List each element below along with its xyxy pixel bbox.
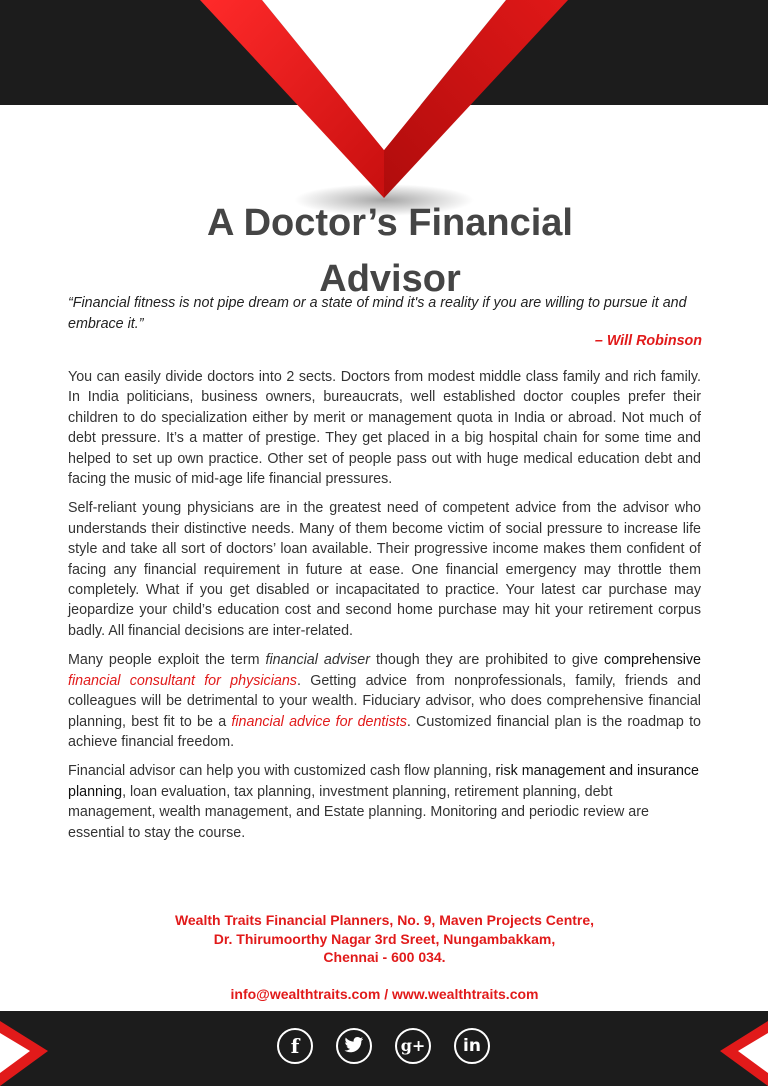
- googleplus-icon[interactable]: g+: [395, 1028, 431, 1064]
- twitter-icon[interactable]: [336, 1028, 372, 1064]
- footer-band: [0, 1011, 768, 1086]
- article-body: [68, 367, 701, 852]
- quote-text: “Financial fitness is not pipe dream or a state of mind it's a reality if you are willing to pursue it and embrace it.”: [68, 295, 687, 332]
- term-financial-adviser: financial adviser: [265, 652, 370, 669]
- link-financial-advice-dentists[interactable]: financial advice for dentists: [231, 713, 407, 730]
- paragraph-2: Self-reliant young physicians are in the greatest need of competent advice from the advisor who understands their distinctive needs. Many of them become victim of social pressure to increase life style and take all sort of doctors’ loan available. Their progressive income makes them confident of facing any financial requirement in future at ease. One financial emergency may throttle them completely. What if you get disabled or incapacitated to practice. Your latest car purchase may jeopardize your child’s education cost and second home purchase may hit your retirement corpus badly. All financial decisions are inter-related.: [68, 500, 701, 639]
- p4-text-a: Financial advisor can help you with customized cash flow planning,: [68, 763, 496, 780]
- address-line-3: Chennai - 600 034.: [323, 949, 446, 965]
- title-line-1: A Doctor’s Financial: [207, 202, 573, 244]
- p3-comprehensive: comprehensive: [604, 652, 701, 669]
- contact-links[interactable]: info@wealthtraits.com / www.wealthtraits.com: [230, 986, 539, 1002]
- p4-risk-management: risk management and insurance planning: [68, 763, 699, 800]
- facebook-icon[interactable]: f: [277, 1028, 313, 1064]
- p4-text-b: , loan evaluation, tax planning, investment planning, retirement planning, debt management, wealth management, and Estate planning. Monitoring and periodic review are essential to stay the course.: [68, 783, 649, 841]
- paragraph-1: You can easily divide doctors into 2 sects. Doctors from modest middle class family and rich family. In India politicians, business owners, bureaucrats, well established doctor couples prefer their children to do specialization either by merit or management quota in India or abroad. Not much of debt pressure. It’s a matter of prestige. They get placed in a big hospital chain for some time and helped to set up own practice. Other set of people pass out with huge medical education debt and facing the music of mid-age life financial pressures.: [68, 369, 701, 488]
- address-line-2: Dr. Thirumoorthy Nagar 3rd Sreet, Nungambakkam,: [213, 930, 556, 947]
- linkedin-icon[interactable]: in: [454, 1028, 490, 1064]
- p3-text-d: . Customized financial plan is the roadmap to achieve financial freedom.: [68, 713, 701, 750]
- p3-text-b: though they are prohibited to give: [369, 652, 605, 669]
- address-line-1: Wealth Traits Financial Planners, No. 9, Maven Projects Centre,: [174, 912, 595, 928]
- title-line-2: Advisor: [319, 258, 461, 300]
- company-address: [68, 911, 701, 967]
- paragraph-4: [68, 761, 701, 843]
- paragraph-3: [68, 650, 701, 752]
- p3-text-c: . Getting advice from nonprofessionals, family, friends and colleagues will be detrimental to your wealth. Fiduciary advisor, who does comprehensive financial planning, best fit to be a: [68, 672, 702, 730]
- footer-corner-arrows: [0, 1011, 768, 1086]
- quote-author: – Will Robinson: [594, 333, 702, 349]
- p3-text-a: Many people exploit the term: [68, 652, 266, 669]
- twitter-bird-icon: [344, 1036, 364, 1054]
- page-title: [160, 195, 620, 307]
- link-financial-consultant[interactable]: financial consultant for physicians: [68, 672, 297, 689]
